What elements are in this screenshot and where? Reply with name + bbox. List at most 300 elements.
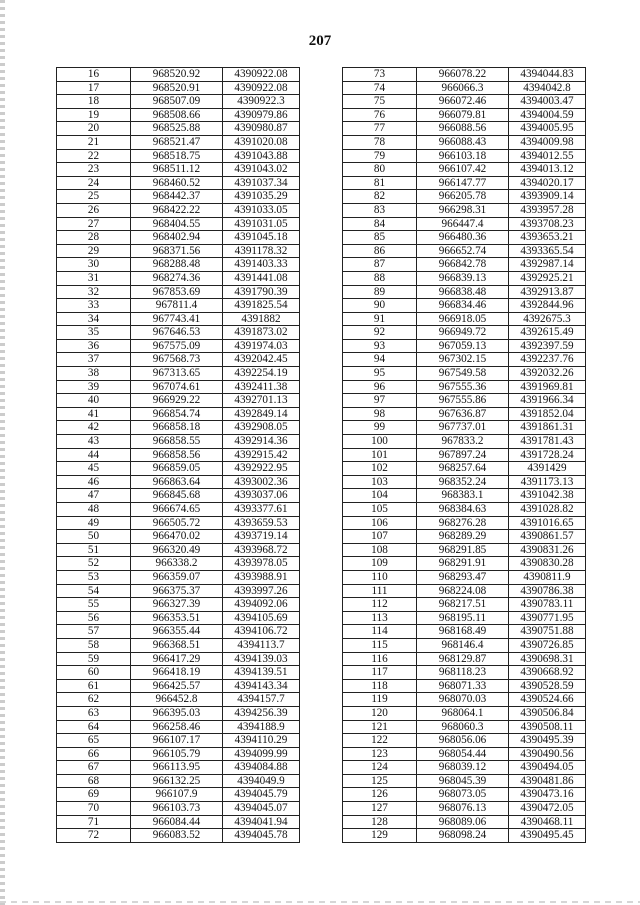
point-number-cell: 41 [57,407,131,421]
y-coordinate-cell: 4393708.23 [509,217,586,231]
table-row [343,489,586,503]
y-coordinate-cell: 4391790.39 [223,285,300,299]
table-row [57,720,300,734]
scan-edge-bottom [0,901,640,903]
point-number-cell: 68 [57,774,131,788]
y-coordinate-cell: 4390495.45 [509,829,586,843]
y-coordinate-cell: 4393957.28 [509,203,586,217]
table-row [343,122,586,136]
x-coordinate-cell: 966298.31 [417,203,509,217]
y-coordinate-cell: 4391043.88 [223,149,300,163]
x-coordinate-cell: 966417.29 [131,652,223,666]
point-number-cell: 107 [343,530,417,544]
y-coordinate-cell: 4392615.49 [509,326,586,340]
y-coordinate-cell: 4394143.34 [223,679,300,693]
x-coordinate-cell: 968520.92 [131,68,223,82]
y-coordinate-cell: 4394157.7 [223,693,300,707]
point-number-cell: 73 [343,68,417,82]
x-coordinate-cell: 968089.06 [417,815,509,829]
table-row [343,503,586,517]
table-row [57,81,300,95]
table-row [57,747,300,761]
table-row [57,448,300,462]
x-coordinate-cell: 967074.61 [131,380,223,394]
y-coordinate-cell: 4394113.7 [223,638,300,652]
x-coordinate-cell: 968404.55 [131,217,223,231]
y-coordinate-cell: 4391016.65 [509,516,586,530]
table-row [343,747,586,761]
table-row [343,720,586,734]
y-coordinate-cell: 4390490.56 [509,747,586,761]
x-coordinate-cell: 968195.11 [417,611,509,625]
x-coordinate-cell: 966452.8 [131,693,223,707]
point-number-cell: 32 [57,285,131,299]
point-number-cell: 55 [57,598,131,612]
table-row [343,380,586,394]
table-row [57,598,300,612]
point-number-cell: 80 [343,163,417,177]
point-number-cell: 56 [57,611,131,625]
y-coordinate-cell: 4392922.95 [223,462,300,476]
x-coordinate-cell: 966107.42 [417,163,509,177]
table-row [343,435,586,449]
table-row [57,503,300,517]
y-coordinate-cell: 4391042.38 [509,489,586,503]
x-coordinate-cell: 968056.06 [417,734,509,748]
point-number-cell: 26 [57,203,131,217]
y-coordinate-cell: 4392042.45 [223,353,300,367]
point-number-cell: 47 [57,489,131,503]
x-coordinate-cell: 966395.03 [131,706,223,720]
table-row [57,788,300,802]
table-row [343,190,586,204]
point-number-cell: 54 [57,584,131,598]
x-coordinate-cell: 966839.13 [417,271,509,285]
y-coordinate-cell: 4390524.66 [509,693,586,707]
table-row [57,203,300,217]
y-coordinate-cell: 4392914.36 [223,435,300,449]
x-coordinate-cell: 968076.13 [417,802,509,816]
x-coordinate-cell: 966072.46 [417,95,509,109]
x-coordinate-cell: 968460.52 [131,176,223,190]
y-coordinate-cell: 4394256.39 [223,706,300,720]
scan-edge-left [0,0,5,905]
x-coordinate-cell: 968129.87 [417,652,509,666]
y-coordinate-cell: 4393719.14 [223,530,300,544]
table-row [343,475,586,489]
x-coordinate-cell: 966858.56 [131,448,223,462]
table-row [57,570,300,584]
table-row [343,421,586,435]
table-row [343,462,586,476]
x-coordinate-cell: 966107.9 [131,788,223,802]
y-coordinate-cell: 4393037.06 [223,489,300,503]
x-coordinate-cell: 968293.47 [417,570,509,584]
x-coordinate-cell: 968073.05 [417,788,509,802]
y-coordinate-cell: 4390922.3 [223,95,300,109]
point-number-cell: 106 [343,516,417,530]
coordinates-table-right-body [343,68,586,843]
point-number-cell: 92 [343,326,417,340]
table-row [57,407,300,421]
table-row [343,788,586,802]
table-row [57,95,300,109]
table-row [57,584,300,598]
point-number-cell: 122 [343,734,417,748]
point-number-cell: 103 [343,475,417,489]
point-number-cell: 81 [343,176,417,190]
y-coordinate-cell: 4390668.92 [509,666,586,680]
x-coordinate-cell: 966205.78 [417,190,509,204]
y-coordinate-cell: 4394188.9 [223,720,300,734]
table-row [343,407,586,421]
y-coordinate-cell: 4392675.3 [509,312,586,326]
point-number-cell: 78 [343,135,417,149]
table-row [343,734,586,748]
table-row [57,190,300,204]
point-number-cell: 35 [57,326,131,340]
y-coordinate-cell: 4390494.05 [509,761,586,775]
point-number-cell: 123 [343,747,417,761]
x-coordinate-cell: 966375.37 [131,584,223,598]
point-number-cell: 46 [57,475,131,489]
x-coordinate-cell: 968054.44 [417,747,509,761]
point-number-cell: 96 [343,380,417,394]
x-coordinate-cell: 966929.22 [131,394,223,408]
y-coordinate-cell: 4394045.07 [223,802,300,816]
y-coordinate-cell: 4390783.11 [509,598,586,612]
table-row [343,95,586,109]
x-coordinate-cell: 968257.64 [417,462,509,476]
x-coordinate-cell: 968352.24 [417,475,509,489]
table-row [57,326,300,340]
point-number-cell: 91 [343,312,417,326]
x-coordinate-cell: 966103.18 [417,149,509,163]
x-coordinate-cell: 966858.18 [131,421,223,435]
x-coordinate-cell: 967833.2 [417,435,509,449]
x-coordinate-cell: 966418.19 [131,666,223,680]
table-row [57,462,300,476]
point-number-cell: 66 [57,747,131,761]
y-coordinate-cell: 4394009.98 [509,135,586,149]
table-row [57,258,300,272]
x-coordinate-cell: 968291.85 [417,543,509,557]
table-row [343,217,586,231]
y-coordinate-cell: 4392032.26 [509,367,586,381]
x-coordinate-cell: 968511.12 [131,163,223,177]
x-coordinate-cell: 966105.79 [131,747,223,761]
table-row [57,829,300,843]
point-number-cell: 38 [57,367,131,381]
x-coordinate-cell: 966838.48 [417,285,509,299]
x-coordinate-cell: 967302.15 [417,353,509,367]
y-coordinate-cell: 4390922.08 [223,81,300,95]
point-number-cell: 36 [57,339,131,353]
x-coordinate-cell: 968383.1 [417,489,509,503]
y-coordinate-cell: 4391781.43 [509,435,586,449]
x-coordinate-cell: 966132.25 [131,774,223,788]
point-number-cell: 125 [343,774,417,788]
point-number-cell: 117 [343,666,417,680]
x-coordinate-cell: 967897.24 [417,448,509,462]
y-coordinate-cell: 4392987.14 [509,258,586,272]
table-row [343,598,586,612]
x-coordinate-cell: 966859.05 [131,462,223,476]
point-number-cell: 33 [57,299,131,313]
y-coordinate-cell: 4390495.39 [509,734,586,748]
table-row [343,448,586,462]
x-coordinate-cell: 968064.1 [417,706,509,720]
table-row [343,557,586,571]
y-coordinate-cell: 4391861.31 [509,421,586,435]
y-coordinate-cell: 4390830.28 [509,557,586,571]
y-coordinate-cell: 4390980.87 [223,122,300,136]
x-coordinate-cell: 966103.73 [131,802,223,816]
point-number-cell: 89 [343,285,417,299]
table-row [57,679,300,693]
coordinates-table-left [56,67,300,843]
y-coordinate-cell: 4393659.53 [223,516,300,530]
x-coordinate-cell: 966845.68 [131,489,223,503]
table-row [343,258,586,272]
y-coordinate-cell: 4392844.96 [509,299,586,313]
table-row [57,380,300,394]
x-coordinate-cell: 968071.33 [417,679,509,693]
x-coordinate-cell: 966674.65 [131,503,223,517]
y-coordinate-cell: 4390473.16 [509,788,586,802]
y-coordinate-cell: 4394005.95 [509,122,586,136]
y-coordinate-cell: 4392849.14 [223,407,300,421]
y-coordinate-cell: 4394110.29 [223,734,300,748]
point-number-cell: 109 [343,557,417,571]
coordinates-table-right [342,67,586,843]
table-row [57,638,300,652]
y-coordinate-cell: 4392915.42 [223,448,300,462]
x-coordinate-cell: 968507.09 [131,95,223,109]
table-row [57,231,300,245]
table-row [57,652,300,666]
table-row [57,611,300,625]
x-coordinate-cell: 966470.02 [131,530,223,544]
point-number-cell: 99 [343,421,417,435]
point-number-cell: 23 [57,163,131,177]
point-number-cell: 19 [57,108,131,122]
x-coordinate-cell: 967568.73 [131,353,223,367]
point-number-cell: 72 [57,829,131,843]
y-coordinate-cell: 4391852.04 [509,407,586,421]
x-coordinate-cell: 966447.4 [417,217,509,231]
point-number-cell: 24 [57,176,131,190]
y-coordinate-cell: 4393968.72 [223,543,300,557]
table-row [57,516,300,530]
point-number-cell: 65 [57,734,131,748]
x-coordinate-cell: 966425.57 [131,679,223,693]
y-coordinate-cell: 4393377.61 [223,503,300,517]
x-coordinate-cell: 967549.58 [417,367,509,381]
x-coordinate-cell: 968525.88 [131,122,223,136]
y-coordinate-cell: 4393909.14 [509,190,586,204]
table-row [57,68,300,82]
x-coordinate-cell: 966258.46 [131,720,223,734]
point-number-cell: 44 [57,448,131,462]
y-coordinate-cell: 4390811.9 [509,570,586,584]
y-coordinate-cell: 4391033.05 [223,203,300,217]
table-row [343,149,586,163]
table-row [343,299,586,313]
y-coordinate-cell: 4391173.13 [509,475,586,489]
x-coordinate-cell: 968402.94 [131,231,223,245]
point-number-cell: 90 [343,299,417,313]
x-coordinate-cell: 968045.39 [417,774,509,788]
point-number-cell: 49 [57,516,131,530]
y-coordinate-cell: 4391966.34 [509,394,586,408]
point-number-cell: 53 [57,570,131,584]
table-row [57,353,300,367]
x-coordinate-cell: 966078.22 [417,68,509,82]
y-coordinate-cell: 4392237.76 [509,353,586,367]
point-number-cell: 59 [57,652,131,666]
point-number-cell: 27 [57,217,131,231]
point-number-cell: 75 [343,95,417,109]
x-coordinate-cell: 966858.55 [131,435,223,449]
y-coordinate-cell: 4394013.12 [509,163,586,177]
y-coordinate-cell: 4390771.95 [509,611,586,625]
table-row [57,367,300,381]
point-number-cell: 94 [343,353,417,367]
x-coordinate-cell: 967555.86 [417,394,509,408]
y-coordinate-cell: 4391728.24 [509,448,586,462]
x-coordinate-cell: 967743.41 [131,312,223,326]
x-coordinate-cell: 968288.48 [131,258,223,272]
table-row [343,815,586,829]
table-row [343,135,586,149]
x-coordinate-cell: 968039.12 [417,761,509,775]
table-row [57,802,300,816]
point-number-cell: 114 [343,625,417,639]
point-number-cell: 111 [343,584,417,598]
y-coordinate-cell: 4393365.54 [509,244,586,258]
point-number-cell: 115 [343,638,417,652]
table-row [343,231,586,245]
table-row [343,611,586,625]
x-coordinate-cell: 966327.39 [131,598,223,612]
point-number-cell: 127 [343,802,417,816]
point-number-cell: 67 [57,761,131,775]
point-number-cell: 93 [343,339,417,353]
x-coordinate-cell: 966084.44 [131,815,223,829]
point-number-cell: 57 [57,625,131,639]
y-coordinate-cell: 4390506.84 [509,706,586,720]
y-coordinate-cell: 4394092.06 [223,598,300,612]
point-number-cell: 118 [343,679,417,693]
point-number-cell: 64 [57,720,131,734]
y-coordinate-cell: 4390861.57 [509,530,586,544]
point-number-cell: 110 [343,570,417,584]
point-number-cell: 101 [343,448,417,462]
table-row [343,81,586,95]
x-coordinate-cell: 966066.3 [417,81,509,95]
point-number-cell: 39 [57,380,131,394]
y-coordinate-cell: 4394003.47 [509,95,586,109]
point-number-cell: 37 [57,353,131,367]
point-number-cell: 84 [343,217,417,231]
x-coordinate-cell: 967811.4 [131,299,223,313]
point-number-cell: 60 [57,666,131,680]
x-coordinate-cell: 967853.69 [131,285,223,299]
table-row [57,394,300,408]
y-coordinate-cell: 4392397.59 [509,339,586,353]
table-row [343,666,586,680]
x-coordinate-cell: 968146.4 [417,638,509,652]
point-number-cell: 86 [343,244,417,258]
x-coordinate-cell: 968291.91 [417,557,509,571]
point-number-cell: 18 [57,95,131,109]
y-coordinate-cell: 4390726.85 [509,638,586,652]
y-coordinate-cell: 4394042.8 [509,81,586,95]
x-coordinate-cell: 968060.3 [417,720,509,734]
x-coordinate-cell: 966505.72 [131,516,223,530]
x-coordinate-cell: 966147.77 [417,176,509,190]
point-number-cell: 104 [343,489,417,503]
y-coordinate-cell: 4391178.32 [223,244,300,258]
x-coordinate-cell: 966949.72 [417,326,509,340]
x-coordinate-cell: 967646.53 [131,326,223,340]
point-number-cell: 16 [57,68,131,82]
y-coordinate-cell: 4394105.69 [223,611,300,625]
table-row [343,829,586,843]
table-row [343,625,586,639]
x-coordinate-cell: 966854.74 [131,407,223,421]
x-coordinate-cell: 966107.17 [131,734,223,748]
x-coordinate-cell: 967059.13 [417,339,509,353]
y-coordinate-cell: 4393653.21 [509,231,586,245]
point-number-cell: 20 [57,122,131,136]
point-number-cell: 126 [343,788,417,802]
point-number-cell: 58 [57,638,131,652]
point-number-cell: 43 [57,435,131,449]
point-number-cell: 105 [343,503,417,517]
y-coordinate-cell: 4394044.83 [509,68,586,82]
point-number-cell: 129 [343,829,417,843]
y-coordinate-cell: 4392908.05 [223,421,300,435]
x-coordinate-cell: 968224.08 [417,584,509,598]
point-number-cell: 22 [57,149,131,163]
x-coordinate-cell: 968118.23 [417,666,509,680]
x-coordinate-cell: 968070.03 [417,693,509,707]
point-number-cell: 34 [57,312,131,326]
x-coordinate-cell: 968371.56 [131,244,223,258]
y-coordinate-cell: 4390698.31 [509,652,586,666]
table-row [343,312,586,326]
table-row [343,543,586,557]
table-row [343,176,586,190]
x-coordinate-cell: 966355.44 [131,625,223,639]
y-coordinate-cell: 4391037.34 [223,176,300,190]
point-number-cell: 63 [57,706,131,720]
point-number-cell: 124 [343,761,417,775]
y-coordinate-cell: 4393002.36 [223,475,300,489]
point-number-cell: 25 [57,190,131,204]
point-number-cell: 113 [343,611,417,625]
table-row [57,271,300,285]
table-row [57,435,300,449]
y-coordinate-cell: 4390831.26 [509,543,586,557]
x-coordinate-cell: 968276.28 [417,516,509,530]
table-row [343,244,586,258]
coordinates-table-left-body [57,68,300,843]
table-row [343,339,586,353]
y-coordinate-cell: 4390922.08 [223,68,300,82]
